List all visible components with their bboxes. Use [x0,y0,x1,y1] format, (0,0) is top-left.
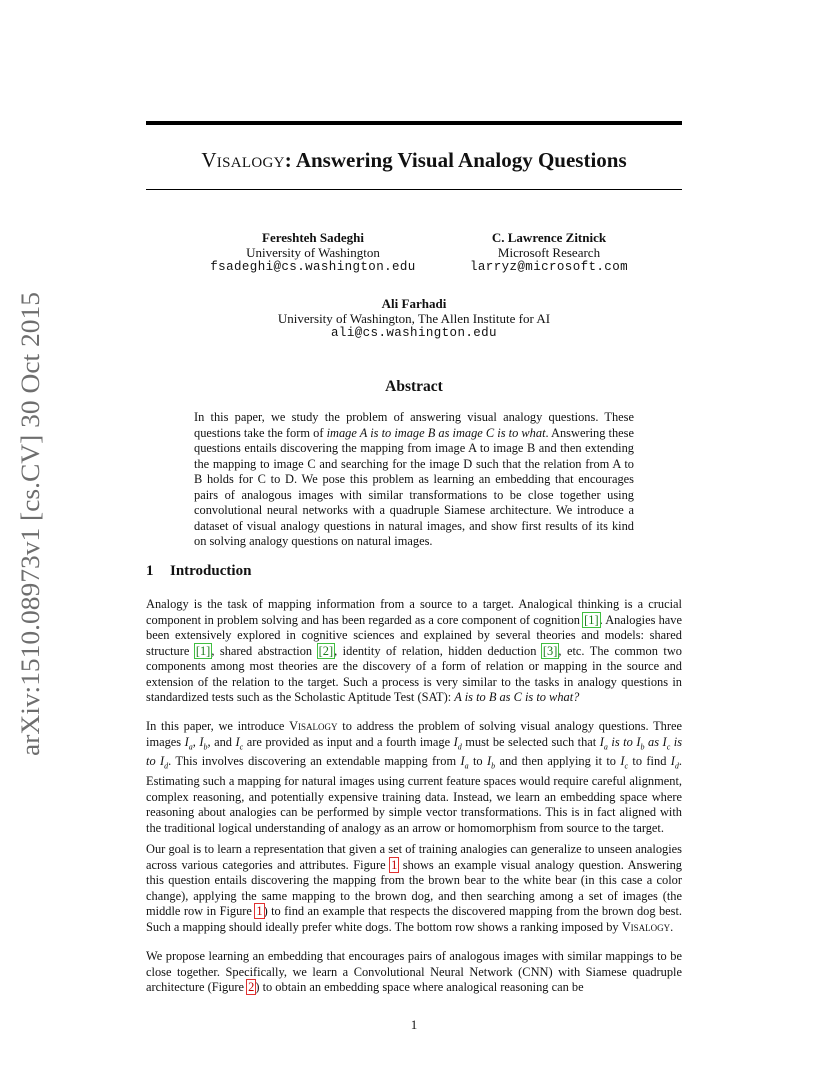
intro-paragraph-4 [146,949,682,996]
para-text: ) to obtain an embedding space where analogical reasoning can be [255,980,584,994]
author-name: Ali Farhadi [381,296,447,311]
para-text: are provided as input and a fourth image [243,734,454,749]
abstract-text: In this paper, we study the problem of answering visual analogy questions. These questions take the form of [194,410,634,440]
title-top-rule [146,121,682,125]
para-text: , identity of relation, hidden deduction [334,643,542,658]
para-text: . Analogies have been extensively explored in cognitive sciences and explained by several theories and models: shared structure [146,612,682,658]
abstract-emphasis: image A is to image B as image C is to what [326,425,546,440]
author-block-2 [430,230,668,275]
citation-link[interactable]: [3] [542,643,558,658]
author-affiliation: Microsoft Research [497,245,601,260]
section-number: 1 [146,563,154,579]
author-block-3 [214,296,614,341]
citation-link[interactable]: [1] [195,643,211,658]
citation-link[interactable]: [1] [584,612,599,627]
section-heading [146,563,251,580]
para-text: . [670,919,674,934]
para-text: shows an example visual analogy question. Answering this question entails discovering the mapping from the brown bear to the white bear (in this case a color change), applying the same mapping to the brown dog, and then searching among a set of images (the middle row in Figure [146,857,682,918]
author-email: fsadeghi@cs.washington.edu [210,260,416,274]
author-affiliation: University of Washington, The Allen Institute for AI [277,311,551,326]
figure-link[interactable]: 1 [256,904,263,918]
author-affiliation: University of Washington [246,245,380,260]
system-name: Visalogy [621,919,671,934]
citation-link[interactable]: [2] [318,643,334,658]
para-text: , shared abstraction [211,643,318,658]
abstract-text: . Answering these questions entails discovering the mapping from image A to image B and then extending the mapping to image C and searching for the image D such that the relation from A to B holds for C to D. We pose this problem as learning an embedding that encourages pairs of analogous images with similar transformations to be close together using convolutional neural networks with a quadruple Siamese architecture. We introduce a dataset of visual analogy questions in natural images, and show first results of its kind on solving analogy questions on natural images. [194,425,634,548]
para-text: , etc. The common two components among most theories are the discovery of a form of relation or mapping in the source and extension of the relation to the target. Such a process is very similar to the tasks in analogy questions in standardized tests such as the Scholastic Aptitude Test (SAT): [146,643,682,704]
para-text: Analogy is the task of mapping information from a source to a target. Analogical thinking is a crucial component in problem solving and has been regarded as a core component of cognition [146,597,682,627]
title-rest: : Answering Visual Analogy Questions [284,148,627,172]
author-name: Fereshteh Sadeghi [262,230,364,245]
system-name: Visalogy [289,719,338,733]
intro-paragraph-1 [146,597,682,706]
abstract-heading: Abstract [385,378,443,395]
para-text: ) to find an example that respects the discovered mapping from the brown dog best. Such a mapping should ideally prefer white dogs. The bottom row shows a ranking imposed by [146,904,683,934]
para-text: We propose learning an embedding that encourages pairs of analogous images with similar mappings to be close together. Specifically, we learn a Convolutional Neural Network (CNN) with Siamese quadruple architecture (Figure [146,949,682,994]
para-text: In this paper, we introduce [146,719,290,733]
para-text: to address the problem of solving visual analogy questions. Three images [146,719,682,749]
para-text: . This involves discovering an extendable mapping from [168,754,461,769]
para-emphasis: A is to B as C is to what? [454,690,580,704]
title-bottom-rule [146,189,682,190]
para-text: . Estimating such a mapping for natural images using current feature spaces would require careful alignment, complex reasoning, and potentially expensive training data. Instead, we learn an embedding space where reasoning about analogies can be performed by simple vector transformations. This is in fact aligned with the traditional logical understanding of analogy as an arrow or homomorphism from source to the target. [146,754,682,835]
paper-title [146,146,682,174]
section-title: Introduction [170,563,252,579]
figure-link[interactable]: 1 [391,857,398,872]
author-email: ali@cs.washington.edu [331,326,497,340]
abstract-body [194,410,634,550]
para-text: and then applying it to [495,754,621,769]
author-email: larryz@microsoft.com [469,260,629,274]
intro-paragraph-2: In this paper, we introduce Visalogy to address the problem of solving visual analogy questions. Three images $I_a$, $I_b$, and $I_c$ are provided as input and a fourth image $I_d$ must be selected such that $I_a$ is to $I_b$ as $I_c$ is to $I_d$. This involves discovering an extendable mapping from $I_a$ to $I_b$ and then applying it to $I_c$ to find $I_d$. Estimating such a mapping for natural images using current feature spaces would require careful alignment, complex reasoning, and potentially expensive training data. Instead, we learn an embedding space where reasoning about analogies can be performed by simple vector transformations. This is in fact aligned with the traditional logical understanding of analogy as an arrow or homomorphism from source to the target. [146,719,683,835]
para-text: Our goal is to learn a representation that given a set of training analogies can generalize to unseen analogies across various categories and attributes. Figure [146,842,682,872]
intro-paragraph-3 [146,842,682,935]
para-text: must be selected such that [461,734,600,749]
title-system-name: Visalogy [201,148,285,172]
author-name: C. Lawrence Zitnick [491,230,607,245]
arxiv-id: arXiv:1510.08973v1 [cs.CV] 30 Oct 2015 [15,308,45,756]
arxiv-stamp [6,290,50,758]
author-block-1 [188,230,438,275]
page-number: 1 [410,1017,418,1032]
figure-link[interactable]: 2 [248,980,255,994]
